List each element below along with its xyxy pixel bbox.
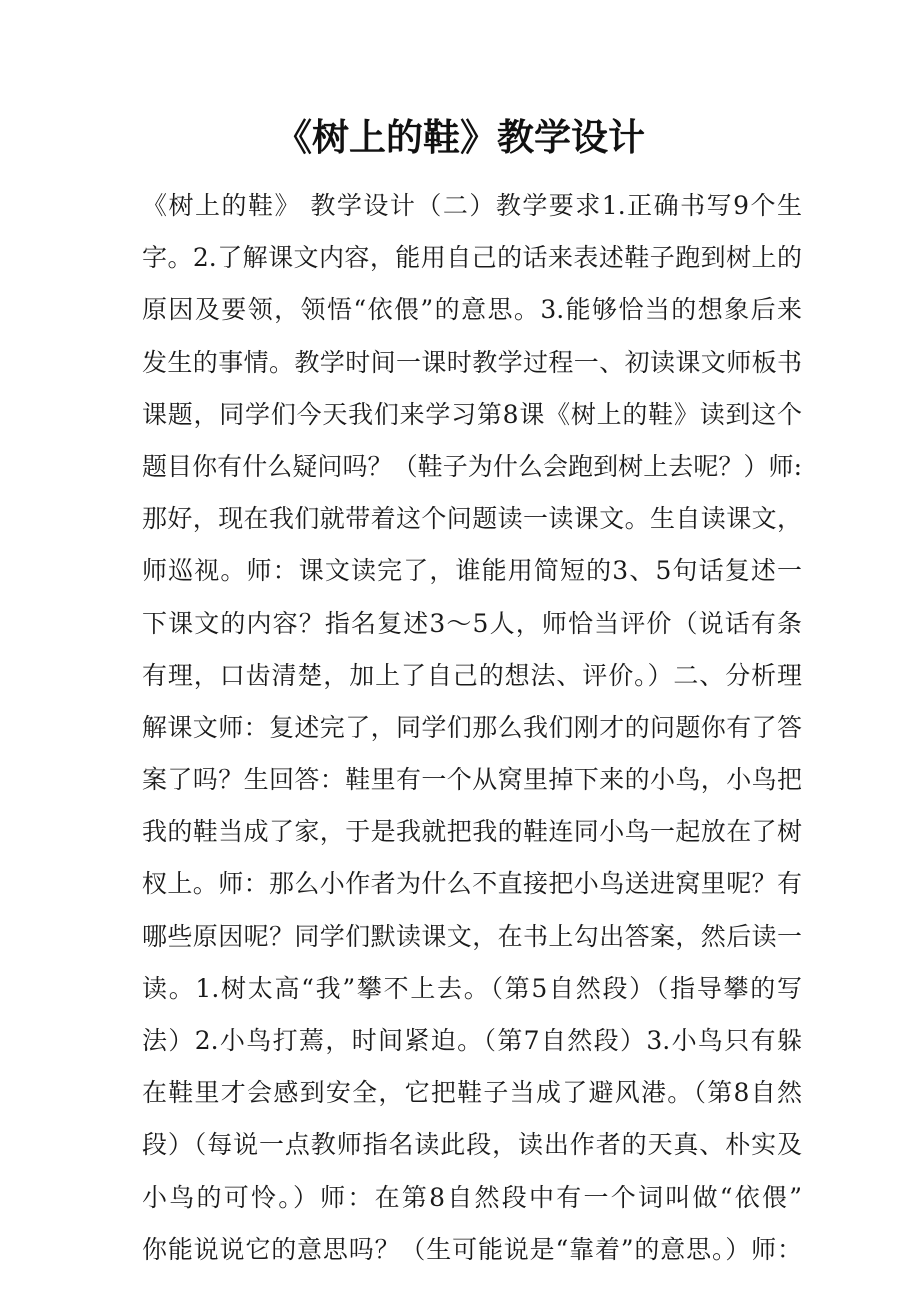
body-line: 小鸟的可怜。）师：在第8自然段中有一个词叫做“依偎” [142, 1182, 802, 1212]
body-line: 字。2.了解课文内容，能用自己的话来表述鞋子跑到树上的 [142, 243, 802, 273]
body-line: 发生的事情。教学时间一课时教学过程一、初读课文师板书 [142, 347, 802, 377]
body-line: 那好，现在我们就带着这个问题读一读课文。生自读课文， [142, 504, 802, 534]
body-line: 在鞋里才会感到安全，它把鞋子当成了避风港。（第8自然 [142, 1078, 802, 1108]
document-body [142, 180, 802, 1276]
body-line: 下课文的内容？指名复述3～5人，师恰当评价（说话有条 [142, 608, 802, 638]
body-line: 课题，同学们今天我们来学习第8课《树上的鞋》读到这个 [142, 399, 802, 429]
body-line: 杈上。师：那么小作者为什么不直接把小鸟送进窝里呢？有 [142, 869, 802, 899]
body-line: 师巡视。师：课文读完了，谁能用简短的3、5句话复述一 [142, 556, 802, 586]
document-title: 《树上的鞋》教学设计 [275, 115, 645, 159]
body-line: 你能说说它的意思吗？（生可能说是“靠着”的意思。）师： [142, 1234, 802, 1264]
body-line: 哪些原因呢？同学们默读课文，在书上勾出答案，然后读一 [142, 921, 802, 951]
body-line: 原因及要领，领悟“依偎”的意思。3.能够恰当的想象后来 [142, 295, 802, 325]
body-line: 读。1.树太高“我”攀不上去。（第5自然段）（指导攀的写 [142, 973, 802, 1003]
body-line: 法）2.小鸟打蔫，时间紧迫。（第7自然段）3.小鸟只有躲 [142, 1026, 802, 1055]
body-line: 我的鞋当成了家，于是我就把我的鞋连同小鸟一起放在了树 [142, 817, 802, 847]
body-line: 解课文师：复述完了，同学们那么我们刚才的问题你有了答 [142, 712, 802, 742]
body-line: 《树上的鞋》 教学设计（二）教学要求1.正确书写9个生 [142, 191, 802, 220]
body-line: 有理，口齿清楚，加上了自己的想法、评价。）二、分析理 [142, 660, 802, 690]
body-line: 案了吗？生回答：鞋里有一个从窝里掉下来的小鸟，小鸟把 [142, 765, 802, 795]
body-line: 段）（每说一点教师指名读此段，读出作者的天真、朴实及 [142, 1130, 802, 1160]
body-line: 题目你有什么疑问吗？（鞋子为什么会跑到树上去呢？）师: [142, 451, 802, 481]
